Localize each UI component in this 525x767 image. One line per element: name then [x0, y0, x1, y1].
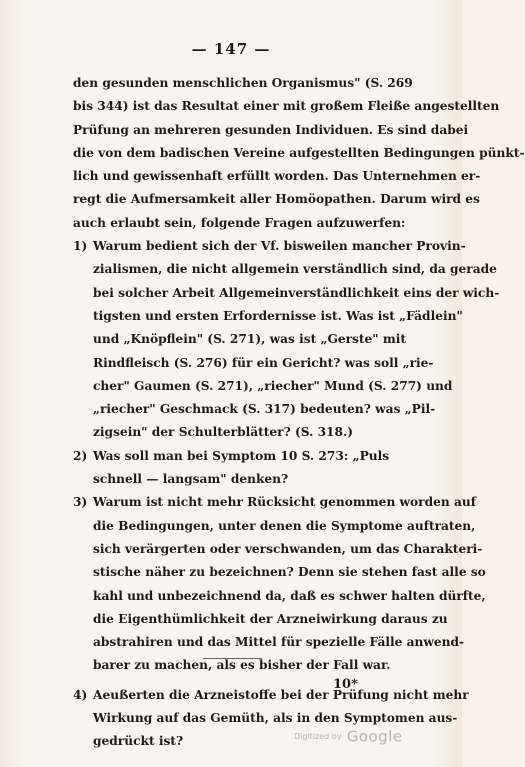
signature-mark: 10* — [333, 677, 358, 692]
watermark-prefix: Digitized by — [294, 732, 342, 741]
text-line: lich und gewissenhaft erfüllt worden. Das Unternehmen er- — [73, 169, 481, 184]
text-line: Warum ist nicht mehr Rücksicht genommen worden auf — [93, 495, 476, 510]
text-line: gedrückt ist? — [93, 734, 184, 749]
text-line: kahl und unbezeichnend da, daß es schwer halten dürfte, — [93, 588, 486, 603]
text-line: regt die Aufmersamkeit aller Homöopathen. Darum wird es — [73, 192, 480, 207]
text-line: sich verärgerten oder verschwanden, um das Charakteri- — [93, 541, 483, 556]
text-line: bei solcher Arbeit Allgemeinverständlichkeit eins der wich- — [93, 285, 500, 300]
question-number: 3) — [73, 495, 88, 510]
text-line: zialismen, die nicht allgemein verständlich sind, da gerade — [93, 262, 497, 277]
text-line: zigsein" der Schulterblätter? (S. 318.) — [93, 425, 354, 440]
text-line: den gesunden menschlichen Organismus" (S. 269 — [73, 76, 413, 90]
question-number: 4) — [73, 687, 88, 702]
text-line: Rindfleisch (S. 276) für ein Gericht? was soll „rie- — [93, 355, 434, 370]
text-line: barer zu machen, als es bisher der Fall war. — [93, 658, 391, 673]
question-item-2 — [73, 445, 419, 492]
question-number: 2) — [73, 448, 88, 463]
text-line: schnell — langsam" denken? — [93, 472, 289, 487]
text-line: und „Knöpflein" (S. 271), was ist „Gerste" mit — [93, 332, 407, 347]
page-number: — 147 — — [191, 40, 271, 58]
intro-paragraph — [73, 72, 525, 235]
text-line: „riecher" Geschmack (S. 317) bedeuten? was „Pil- — [93, 402, 436, 417]
question-number: 1) — [73, 239, 88, 254]
page-body — [73, 72, 525, 754]
text-line: tigsten und ersten Erfordernisse ist. Was ist „Fädlein" — [93, 308, 463, 323]
text-line: Wirkung auf das Gemüth, als in den Symptomen aus- — [93, 711, 458, 726]
text-line: auch erlaubt sein, folgende Fragen aufzuwerfen: — [73, 215, 406, 230]
question-item-1 — [73, 235, 500, 445]
text-line: Was soll man bei Symptom 10 S. 273: „Puls — [93, 448, 390, 463]
question-item-3 — [73, 491, 486, 677]
digitization-watermark — [294, 726, 403, 746]
text-line: Aeußerten die Arzneistoffe bei der Prüfung nicht mehr — [93, 687, 469, 702]
watermark-brand: Google — [346, 727, 403, 746]
question-list — [73, 235, 500, 754]
text-line: bis 344) ist das Resultat einer mit großem Fleiße angestellten — [73, 99, 500, 114]
text-line: abstrahiren und das Mittel für spezielle Fälle anwend- — [93, 635, 465, 650]
text-line: Warum bedient sich der Vf. bisweilen mancher Provin- — [93, 239, 466, 254]
text-line: stische näher zu bezeichnen? Denn sie stehen fast alle so — [93, 565, 486, 580]
footer-divider — [203, 658, 262, 659]
text-line: cher" Gaumen (S. 271), „riecher" Mund (S. 277) und — [93, 378, 453, 393]
text-line: die von dem badischen Vereine aufgestellten Bedingungen pünkt- — [73, 145, 525, 160]
text-line: die Eigenthümlichkeit der Arzneiwirkung daraus zu — [93, 611, 448, 626]
text-line: Prüfung an mehreren gesunden Individuen. Es sind dabei — [73, 122, 469, 137]
text-line: die Bedingungen, unter denen die Symptome auftraten, — [93, 518, 476, 533]
